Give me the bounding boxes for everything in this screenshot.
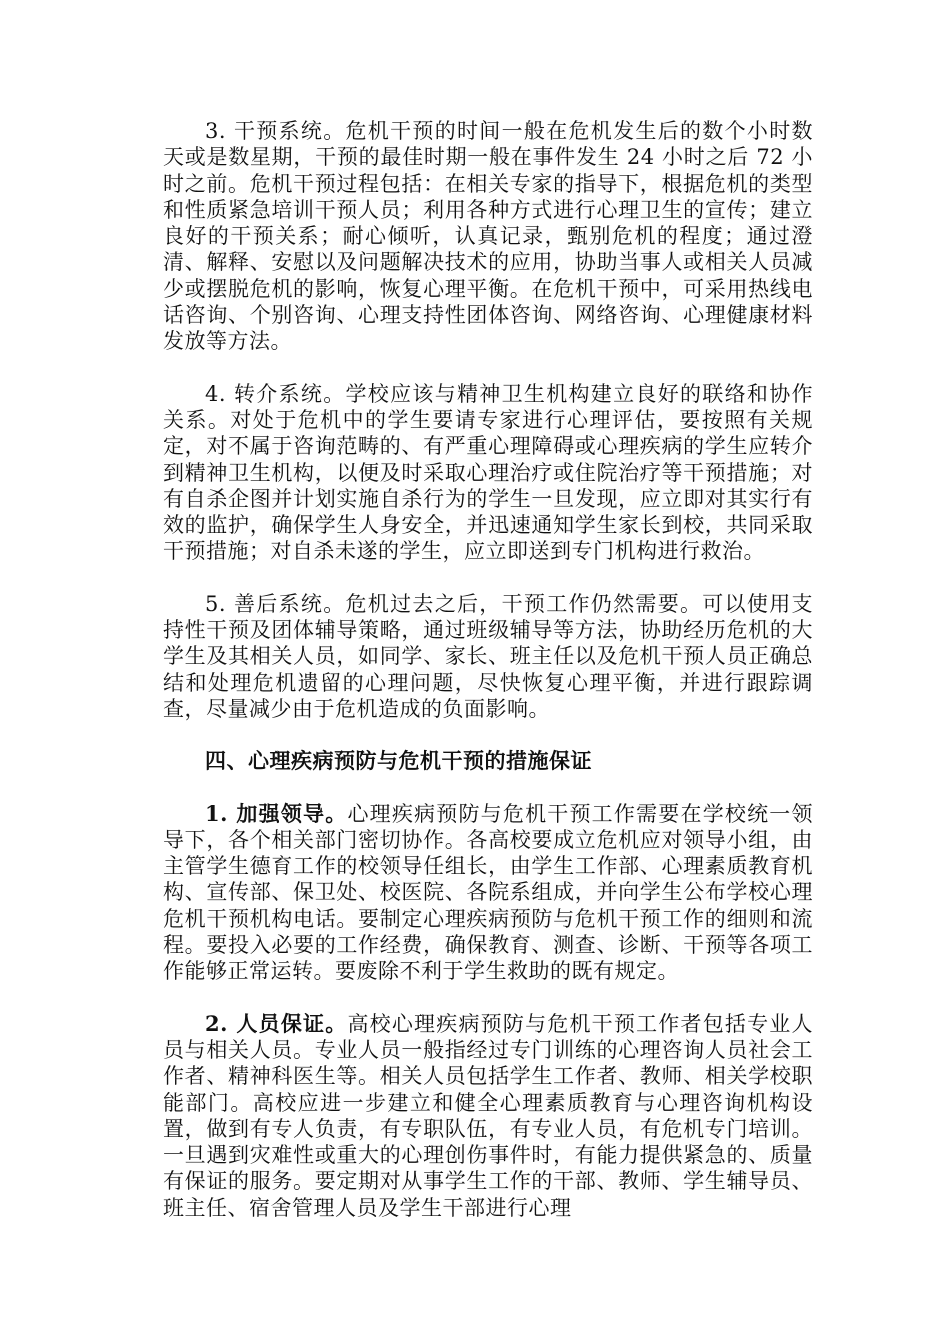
paragraph-referral-system: 4. 转介系统。学校应该与精神卫生机构建立良好的联络和协作关系。对处于危机中的学生要请专家进行心理评估，要按照有关规定，对不属于咨询范畴的、有严重心理障碍或心理疾病的学生应转介到精神卫生机构，以便及时采取心理治疗或住院治疗等干预措施；对有自杀企图并计划实施自杀行为的学生一旦发现，应立即对其实行有效的监护，确保学生人身安全，并迅速通知学生家长到校，共同采取干预措施；对自杀未遂的学生，应立即送到专门机构进行救治。 <box>163 381 813 564</box>
paragraph-lead-leadership: 1. 加强领导。 <box>205 800 348 826</box>
paragraph-text-personnel: 高校心理疾病预防与危机干预工作者包括专业人员与相关人员。专业人员一般指经过专门训练的心理咨询人员社会工作者、精神科医生等。相关人员包括学生工作者、教师、相关学校职能部门。高校应进一步建立和健全心理素质教育与心理咨询机构设置，做到有专人负责，有专职队伍，有专业人员，有危机专门培训。一旦遇到灾难性或重大的心理创伤事件时，有能力提供紧急的、质量有保证的服务。要定期对从事学生工作的干部、教师、学生辅导员、班主任、宿舍管理人员及学生干部进行心理 <box>163 1011 814 1220</box>
section-heading: 四、心理疾病预防与危机干预的措施保证 <box>205 748 592 774</box>
paragraph-leadership <box>163 801 813 985</box>
paragraph-text-leadership: 心理疾病预防与危机干预工作需要在学校统一领导下，各个相关部门密切协作。各高校要成立危机应对领导小组，由主管学生德育工作的校领导任组长，由学生工作部、心理素质教育机构、宣传部、保卫处、校医院、各院系组成，并向学生公布学校心理危机干预机构电话。要制定心理疾病预防与危机干预工作的细则和流程。要投入必要的工作经费，确保教育、测查、诊断、干预等各项工作能够正常运转。要废除不利于学生救助的既有规定。 <box>163 801 814 984</box>
paragraph-personnel <box>163 1011 813 1221</box>
paragraph-lead-personnel: 2. 人员保证。 <box>205 1010 348 1036</box>
paragraph-aftercare-system: 5. 善后系统。危机过去之后，干预工作仍然需要。可以使用支持性干预及团体辅导策略，通过班级辅导等方法，协助经历危机的大学生及其相关人员，如同学、家长、班主任以及危机干预人员正确总结和处理危机遗留的心理问题，尽快恢复心理平衡，并进行跟踪调查，尽量减少由于危机造成的负面影响。 <box>163 591 813 721</box>
paragraph-intervention-system: 3. 干预系统。危机干预的时间一般在危机发生后的数个小时数天或是数星期，干预的最佳时期一般在事件发生 24 小时之后 72 小时之前。危机干预过程包括：在相关专家的指导下，根据危机的类型和性质紧急培训干预人员；利用各种方式进行心理卫生的宣传；建立良好的干预关系；耐心倾听，认真记录，甄别危机的程度；通过澄清、解释、安慰以及问题解决技术的应用，协助当事人或相关人员减少或摆脱危机的影响，恢复心理平衡。在危机干预中，可采用热线电话咨询、个别咨询、心理支持性团体咨询、网络咨询、心理健康材料发放等方法。 <box>163 119 813 354</box>
document-body <box>163 118 813 1221</box>
